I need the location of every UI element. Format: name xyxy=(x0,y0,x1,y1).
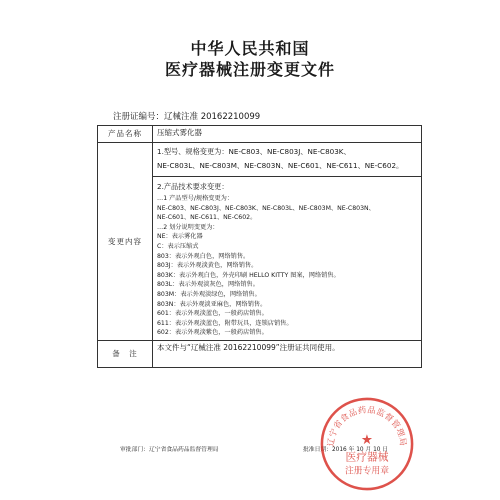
change-line: 611：表示外观淡蓝色，附带玩具，连锁店销售。 xyxy=(157,319,293,327)
remarks-value: 本文件与“辽械注准 20162210099”注册证共同使用。 xyxy=(153,340,422,367)
change-content xyxy=(153,143,422,341)
change-line: 602：表示外观淡紫色，一般药店销售。 xyxy=(157,329,268,337)
change-line: …2 划分说明变更为： xyxy=(157,223,219,231)
change-line: 803N：表示外观淡亚麻色，网络销售。 xyxy=(157,300,267,308)
registration-number: 注册证编号：辽械注准 20162210099 xyxy=(113,112,261,122)
change-line: 803L：表示外观淡灰色，网络销售。 xyxy=(157,281,259,289)
approval-date: 批准日期：2016 年 10 月 10 日 xyxy=(303,447,389,453)
official-seal-stamp xyxy=(318,395,416,493)
change-line: 803K：表示外观白色，外壳印刷 HELLO KITTY 图案，网络销售。 xyxy=(157,271,340,279)
document-title-line2: 医疗器械注册变更文件 xyxy=(164,60,335,79)
change-content-label: 变更内容 xyxy=(98,143,153,341)
seal-outer-textpath: 辽宁省食品药品监督管理局 xyxy=(325,404,409,447)
change-line: NE-C601、NE-C611、NE-C602。 xyxy=(157,214,257,222)
seal-inner-line2: 注册专用章 xyxy=(344,466,390,477)
change-line: 803M：表示外观淡绿色，网络销售。 xyxy=(157,290,261,298)
change-line: 803：表示外观白色，网络销售。 xyxy=(157,252,250,260)
change-section1-line2: NE-C803L、NE-C803M、NE-C803N、NE-C601、NE-C611、NE-C602。 xyxy=(157,161,404,170)
seal-star: ★ xyxy=(360,432,374,448)
change-line: NE-C803、NE-C803J、NE-C803K、NE-C803L、NE-C803M、NE-C803N、 xyxy=(157,204,375,212)
document-title-line1: 中华人民共和国 xyxy=(190,39,310,58)
remarks-label: 备 注 xyxy=(98,340,153,367)
change-line: NE：表示雾化器 xyxy=(157,233,203,241)
table-row-remarks xyxy=(98,340,422,367)
table-row-changes xyxy=(98,143,422,341)
table-row-product xyxy=(98,126,422,143)
change-section1-line1: 1.型号、规格变更为：NE-C803、NE-C803J、NE-C803K、 xyxy=(157,147,351,156)
approval-department: 审批部门：辽宁省食品药品监督管理局 xyxy=(120,447,219,453)
product-name-label: 产品名称 xyxy=(98,126,153,143)
change-section2-title: 2.产品技术要求变更： xyxy=(157,182,229,191)
change-line: …1 产品型号/规格变更为： xyxy=(157,195,234,202)
change-line: 601：表示外观淡蓝色，一般药店销售。 xyxy=(157,310,268,318)
change-table xyxy=(97,125,422,368)
product-name-value: 压缩式雾化器 xyxy=(153,126,422,143)
change-line: 803J：表示外观淡黄色，网络销售。 xyxy=(157,262,258,270)
section-divider xyxy=(153,176,421,177)
seal-inner-line1: 医疗器械 xyxy=(345,450,389,464)
change-line: C：表示压缩式 xyxy=(157,242,199,250)
